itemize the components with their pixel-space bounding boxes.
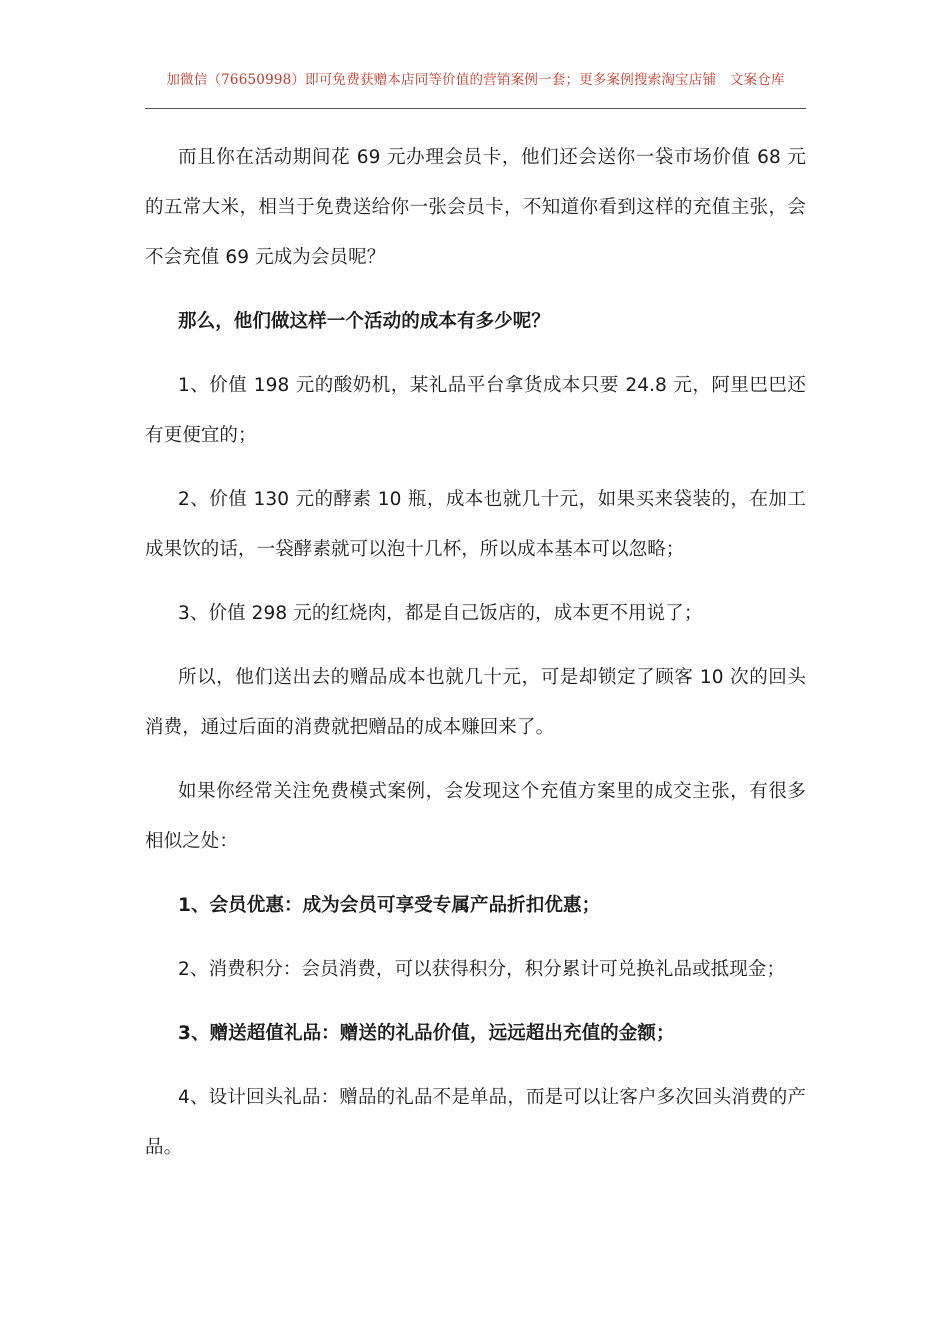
paragraph-4-item: 2、价值 130 元的酵素 10 瓶，成本也就几十元，如果买来袋装的，在加工成果饮的话，一袋酵素就可以泡十几杯，所以成本基本可以忽略；: [145, 489, 806, 560]
paragraph-9-point: 2、消费积分：会员消费，可以获得积分，积分累计可兑换礼品或抵现金；: [178, 959, 786, 980]
paragraph-7: 如果你经常关注免费模式案例，会发现这个充值方案里的成交主张，有很多相似之处：: [145, 781, 806, 852]
header-divider: [145, 108, 806, 109]
paragraph-1: 而且你在活动期间花 69 元办理会员卡，他们还会送你一袋市场价值 68 元的五常大米，相当于免费送给你一张会员卡，不知道你看到这样的充值主张，会不会充值 69 元成为会员呢？: [145, 147, 806, 268]
paragraph-6: 所以，他们送出去的赠品成本也就几十元，可是却锁定了顾客 10 次的回头消费，通过后面的消费就把赠品的成本赚回来了。: [145, 667, 806, 738]
paragraph-10-point: 3、赠送超值礼品：赠送的礼品价值，远远超出充值的金额；: [178, 1023, 675, 1044]
document-body: [145, 133, 806, 1187]
paragraph-2-question: 那么，他们做这样一个活动的成本有多少呢？: [178, 311, 551, 332]
paragraph-5-item: 3、价值 298 元的红烧肉，都是自己饭店的，成本更不用说了；: [178, 603, 703, 624]
paragraph-3-item: 1、价值 198 元的酸奶机，某礼品平台拿货成本只要 24.8 元，阿里巴巴还有更便宜的；: [145, 375, 806, 446]
paragraph-8-point: 1、会员优惠：成为会员可享受专属产品折扣优惠；: [178, 895, 601, 916]
page-header: 加微信（76650998）即可免费获赠本店同等价值的营销案例一套；更多案例搜索淘宝店铺 文案仓库: [166, 72, 785, 88]
paragraph-11-point: 4、设计回头礼品：赠品的礼品不是单品，而是可以让客户多次回头消费的产品。: [145, 1087, 806, 1158]
